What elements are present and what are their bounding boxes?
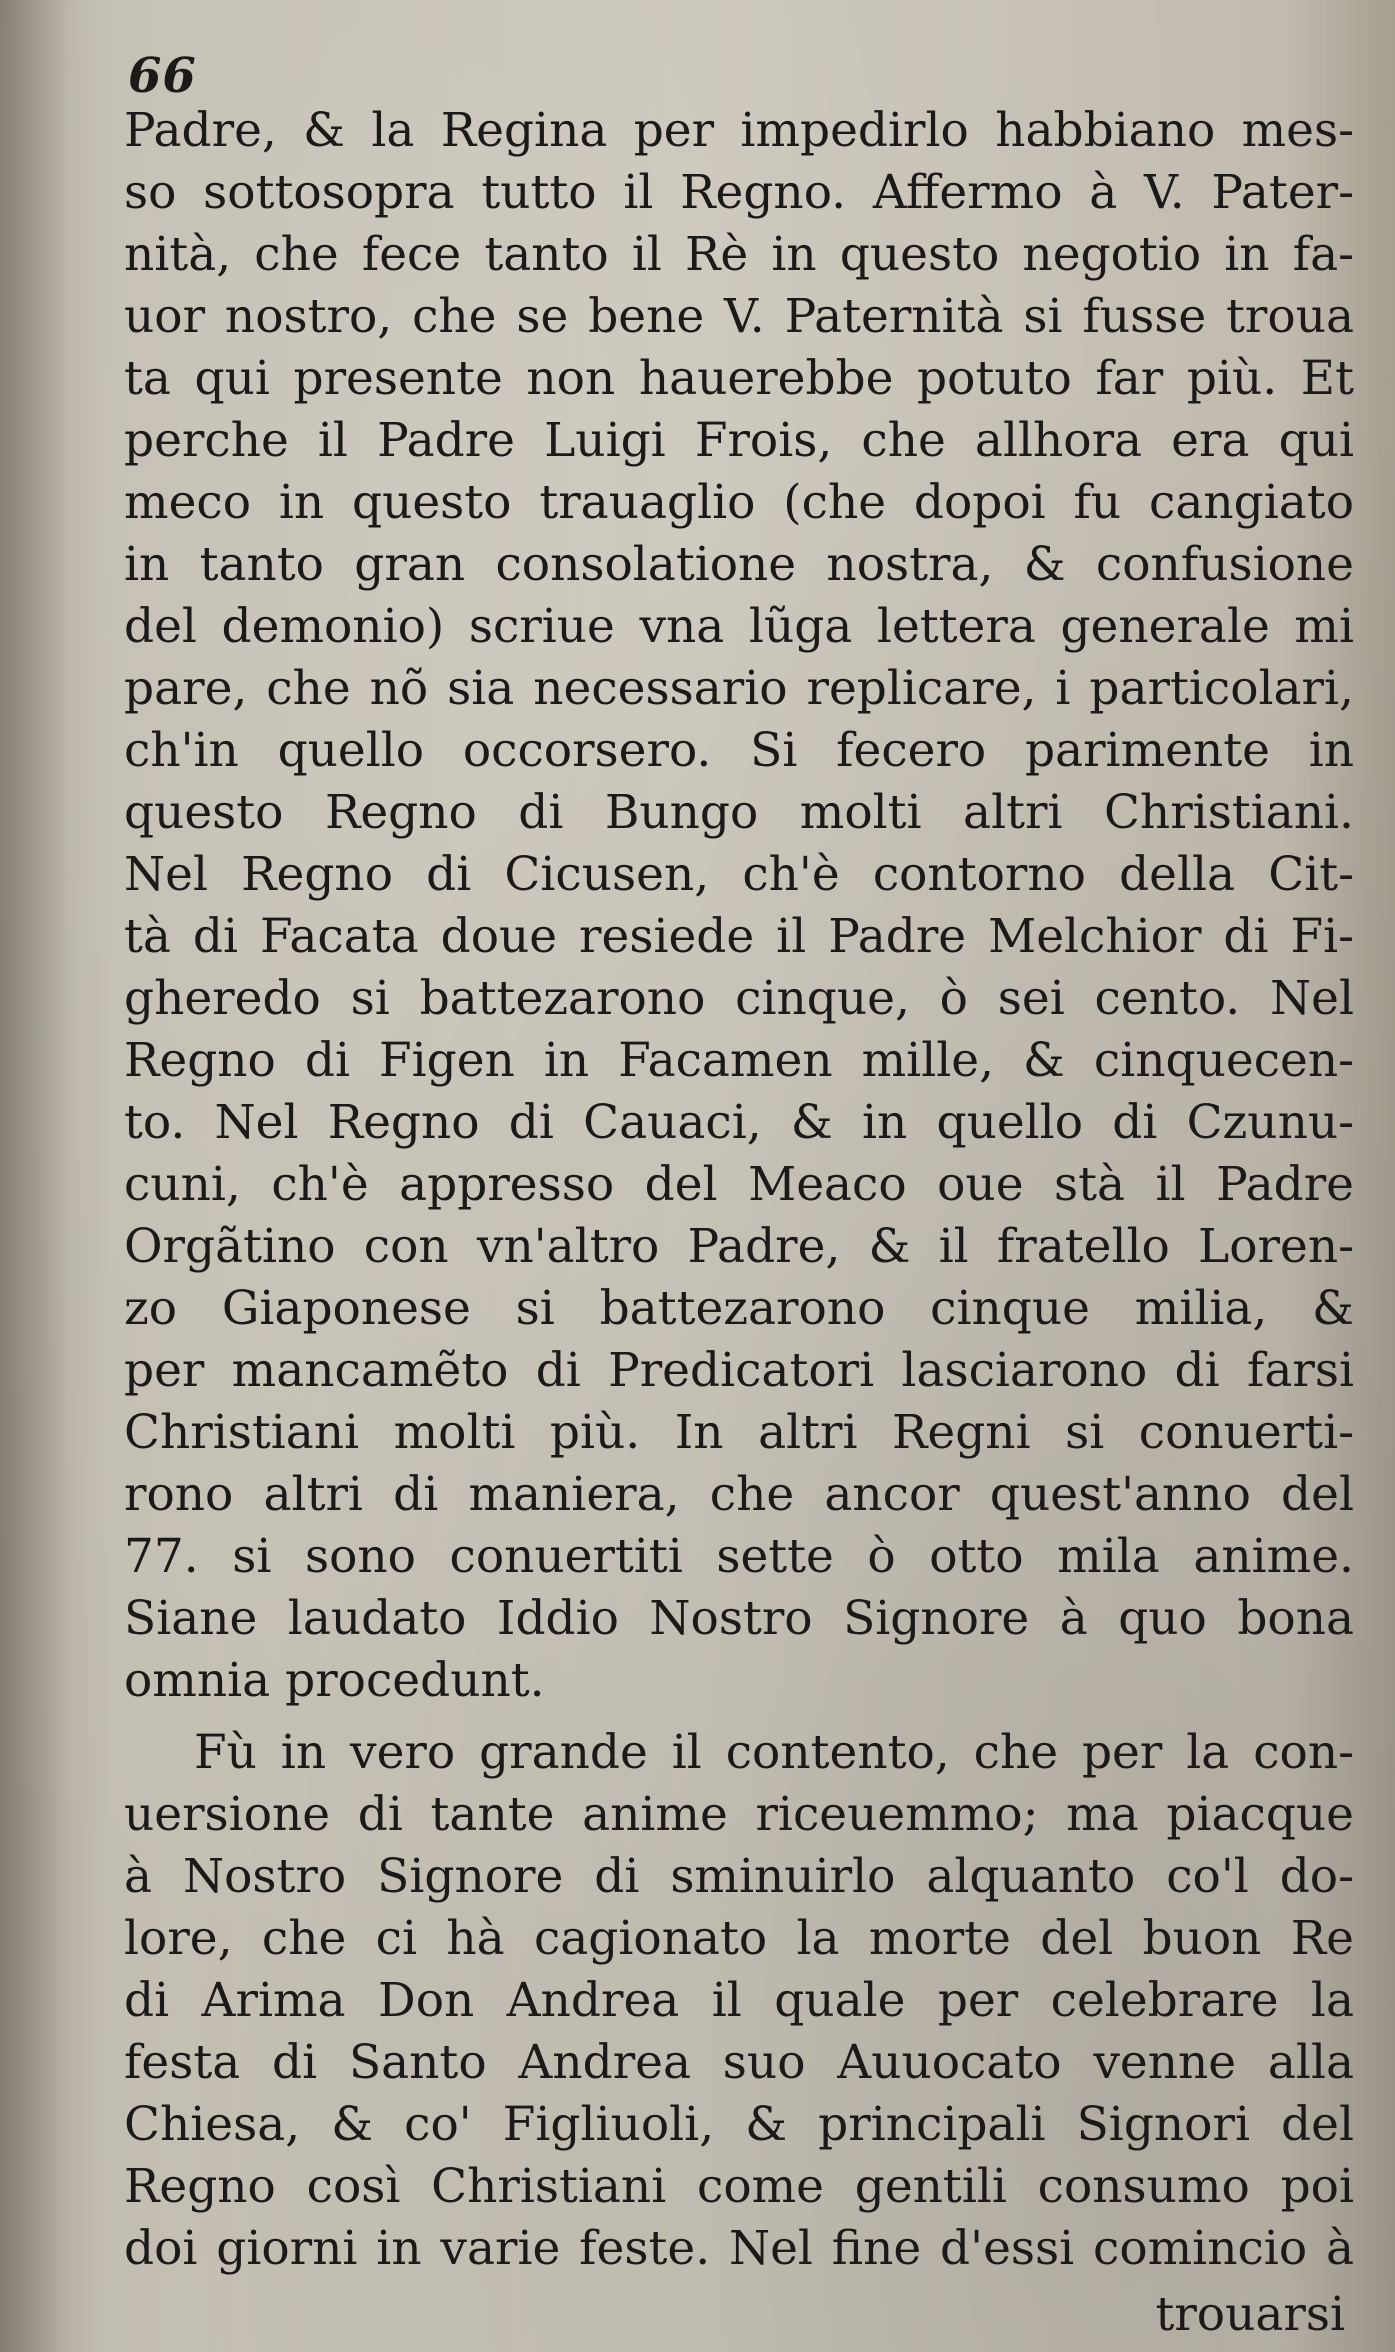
text-line: pare, che nõ sia necessario replicare, i particolari, — [124, 661, 1354, 716]
text-line: questo Regno di Bungo molti altri Christiani. — [124, 785, 1354, 840]
text-line: meco in questo trauaglio (che dopoi fu cangiato — [124, 475, 1354, 530]
text-line: Regno così Christiani come gentili consumo poi — [124, 2159, 1354, 2214]
text-line: Orgãtino con vn'altro Padre, & il fratello Loren- — [124, 1219, 1354, 1274]
text-line: omnia procedunt. — [124, 1653, 545, 1708]
text-line: cuni, ch'è appresso del Meaco oue stà il Padre — [124, 1157, 1354, 1212]
text-line: 77. si sono conuertiti sette ò otto mila anime. — [124, 1529, 1354, 1584]
text-line: Siane laudato Iddio Nostro Signore à quo bona — [124, 1591, 1354, 1646]
text-line: Chiesa, & co' Figliuoli, & principali Signori del — [124, 2097, 1354, 2152]
text-line: in tanto gran consolatione nostra, & confusione — [124, 537, 1354, 592]
page-number: 66 — [128, 48, 197, 104]
text-line: festa di Santo Andrea suo Auuocato venne alla — [124, 2035, 1354, 2090]
text-line: del demonio) scriue vna lũga lettera generale mi — [124, 599, 1354, 654]
text-line: Regno di Figen in Facamen mille, & cinquecen- — [124, 1033, 1354, 1088]
text-line: ta qui presente non hauerebbe potuto far più. Et — [124, 351, 1354, 406]
text-line: nità, che fece tanto il Rè in questo negotio in fa- — [124, 227, 1354, 282]
text-line: gheredo si battezarono cinque, ò sei cento. Nel — [124, 971, 1354, 1026]
text-line: perche il Padre Luigi Frois, che allhora era qui — [124, 413, 1354, 468]
text-line: Fù in vero grande il contento, che per la con- — [194, 1725, 1354, 1780]
text-line: doi giorni in varie feste. Nel fine d'essi comincio à — [124, 2221, 1354, 2276]
paragraph-2 — [124, 1722, 1354, 2280]
text-line: tà di Facata doue resiede il Padre Melchior di Fi- — [124, 909, 1354, 964]
text-line: zo Giaponese si battezarono cinque milia, & — [124, 1281, 1354, 1336]
text-line: Padre, & la Regina per impedirlo habbiano mes- — [124, 103, 1354, 158]
catchword: trouarsi — [1155, 2287, 1345, 2342]
text-block — [124, 100, 1354, 2280]
text-line: rono altri di maniera, che ancor quest'anno del — [124, 1467, 1354, 1522]
text-line: per mancamẽto di Predicatori lasciarono di farsi — [124, 1343, 1354, 1398]
binding-shadow — [0, 0, 70, 2352]
text-line: uor nostro, che se bene V. Paternità si fusse troua — [124, 289, 1354, 344]
text-line: lore, che ci hà cagionato la morte del buon Re — [124, 1911, 1354, 1966]
paragraph-gap — [124, 1712, 1354, 1722]
text-line: to. Nel Regno di Cauaci, & in quello di Czunu- — [124, 1095, 1354, 1150]
text-line: ch'in quello occorsero. Si fecero parimente in — [124, 723, 1354, 778]
text-line: so sottosopra tutto il Regno. Affermo à V. Pater- — [124, 165, 1354, 220]
text-line: Christiani molti più. In altri Regni si conuerti- — [124, 1405, 1354, 1460]
text-line: di Arima Don Andrea il quale per celebrare la — [124, 1973, 1354, 2028]
text-line: à Nostro Signore di sminuirlo alquanto co'l do- — [124, 1849, 1354, 1904]
text-line: uersione di tante anime riceuemmo; ma piacque — [124, 1787, 1354, 1842]
text-line: Nel Regno di Cicusen, ch'è contorno della Cit- — [124, 847, 1354, 902]
paragraph-1 — [124, 100, 1354, 1712]
